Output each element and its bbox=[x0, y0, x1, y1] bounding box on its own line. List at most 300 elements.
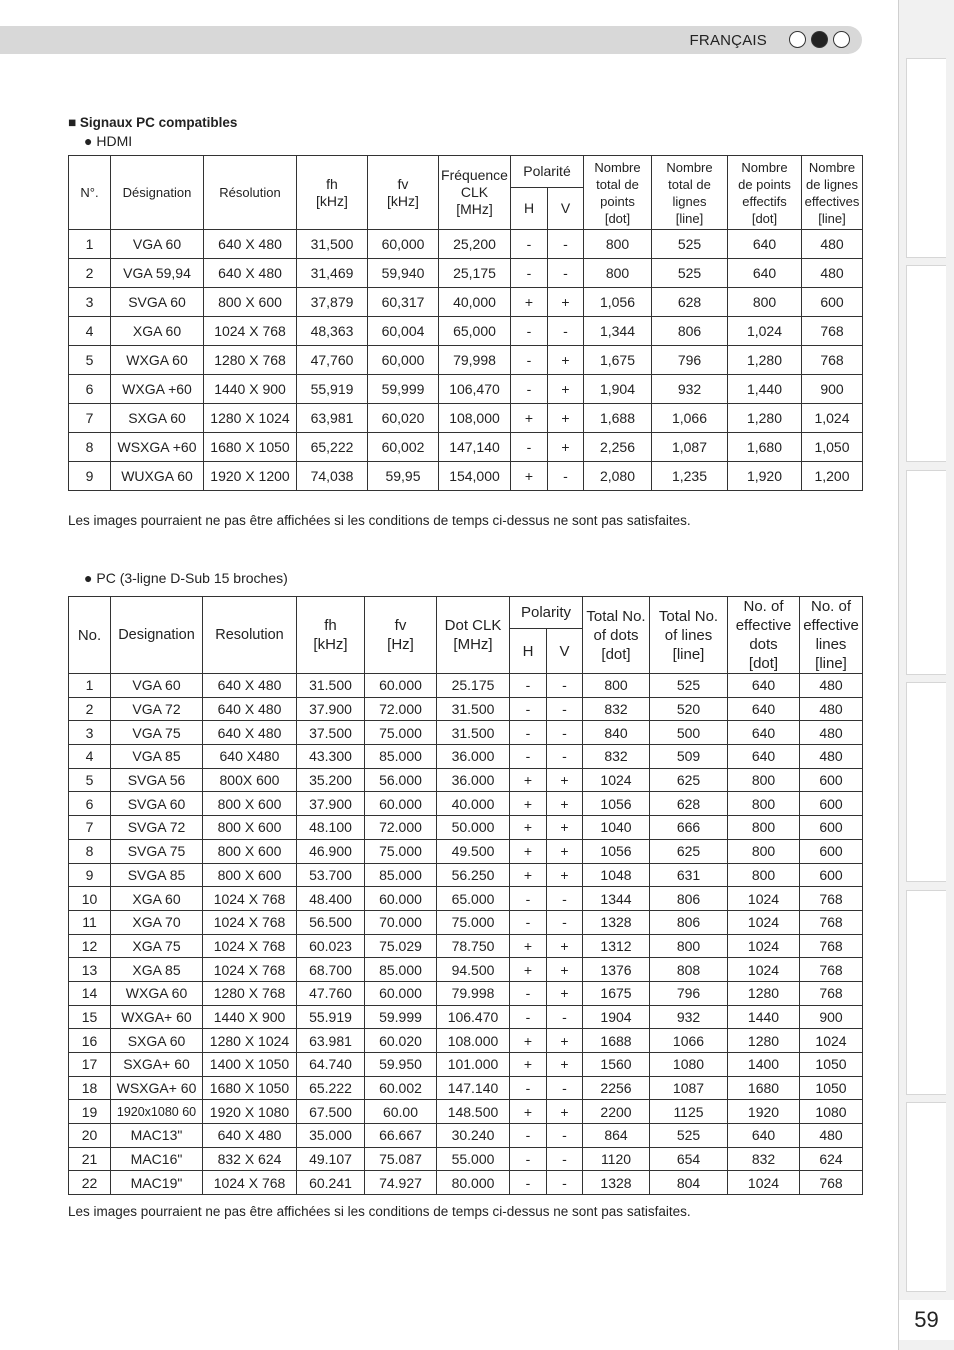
table-cell: 1120 bbox=[583, 1147, 650, 1171]
table-cell: XGA 75 bbox=[111, 934, 203, 958]
table-cell: + bbox=[548, 375, 584, 404]
table-cell: 1400 X 1050 bbox=[203, 1053, 297, 1077]
table-row bbox=[69, 1171, 863, 1195]
table-cell: 1400 bbox=[728, 1053, 800, 1077]
indicator-circle-icon bbox=[789, 31, 806, 48]
table-cell: 600 bbox=[800, 863, 863, 887]
table-cell: - bbox=[547, 697, 583, 721]
hdmi-label: ● HDMI bbox=[84, 133, 133, 149]
table-cell: 25.175 bbox=[437, 674, 510, 698]
chapter-tab bbox=[906, 58, 946, 258]
table-cell: 108.000 bbox=[437, 1029, 510, 1053]
table-cell: + bbox=[547, 958, 583, 982]
table-cell: 804 bbox=[650, 1171, 728, 1195]
table-cell: - bbox=[511, 433, 548, 462]
table-cell: 1920 X 1200 bbox=[204, 462, 297, 491]
table-cell: 59.999 bbox=[365, 1005, 437, 1029]
pc-label: ● PC (3-ligne D-Sub 15 broches) bbox=[84, 570, 288, 586]
table-cell: 64.740 bbox=[297, 1053, 365, 1077]
table-cell: 18 bbox=[69, 1076, 111, 1100]
chapter-tab bbox=[906, 1102, 946, 1292]
table-cell: 1,087 bbox=[652, 433, 728, 462]
table-cell: 1,235 bbox=[652, 462, 728, 491]
table-cell: 31.500 bbox=[297, 674, 365, 698]
table-cell: 1688 bbox=[583, 1029, 650, 1053]
table-cell: 640 bbox=[728, 697, 800, 721]
table-cell: 75.029 bbox=[365, 934, 437, 958]
table-cell: 1,440 bbox=[728, 375, 802, 404]
hdmi-signal-table bbox=[68, 155, 863, 491]
table-cell: 500 bbox=[650, 721, 728, 745]
table-row bbox=[69, 697, 863, 721]
table-cell: 37.500 bbox=[297, 721, 365, 745]
table-cell: 1 bbox=[69, 674, 111, 698]
table-cell: 49.107 bbox=[297, 1147, 365, 1171]
table-cell: 75.000 bbox=[365, 839, 437, 863]
table-row bbox=[69, 230, 863, 259]
table-cell: 78.750 bbox=[437, 934, 510, 958]
table-cell: 1440 bbox=[728, 1005, 800, 1029]
table-cell: WXGA 60 bbox=[111, 981, 203, 1005]
table-cell: 832 bbox=[728, 1147, 800, 1171]
table-cell: 1328 bbox=[583, 1171, 650, 1195]
table-cell: 1056 bbox=[583, 839, 650, 863]
table-cell: + bbox=[510, 792, 547, 816]
chapter-tab bbox=[906, 682, 946, 882]
table-cell: 65,000 bbox=[439, 317, 511, 346]
table-cell: 56.500 bbox=[297, 910, 365, 934]
table-cell: 768 bbox=[800, 910, 863, 934]
table-cell: 40,000 bbox=[439, 288, 511, 317]
table-cell: 800 bbox=[583, 674, 650, 698]
table-cell: 1050 bbox=[800, 1053, 863, 1077]
table-cell: 800X 600 bbox=[203, 768, 297, 792]
table-cell: 106,470 bbox=[439, 375, 511, 404]
table-cell: 2,256 bbox=[584, 433, 652, 462]
table-cell: 50.000 bbox=[437, 816, 510, 840]
table-cell: 75.087 bbox=[365, 1147, 437, 1171]
table-cell: 55.000 bbox=[437, 1147, 510, 1171]
col-effective-dots: Nombre de points effectifs [dot] bbox=[728, 156, 802, 230]
table-cell: 600 bbox=[800, 792, 863, 816]
table-cell: - bbox=[510, 910, 547, 934]
table-cell: 154,000 bbox=[439, 462, 511, 491]
table-cell: WUXGA 60 bbox=[111, 462, 204, 491]
table-cell: 1920 X 1080 bbox=[203, 1100, 297, 1124]
table-cell: + bbox=[510, 816, 547, 840]
table-cell: 800 bbox=[728, 768, 800, 792]
table-cell: 832 bbox=[583, 697, 650, 721]
table-cell: 800 bbox=[728, 839, 800, 863]
table-cell: 631 bbox=[650, 863, 728, 887]
table-cell: 1376 bbox=[583, 958, 650, 982]
table-cell: 832 bbox=[583, 745, 650, 769]
table-cell: 72.000 bbox=[365, 697, 437, 721]
table-cell: 1024 X 768 bbox=[203, 958, 297, 982]
table-cell: 768 bbox=[800, 934, 863, 958]
table-cell: - bbox=[510, 745, 547, 769]
table-cell: - bbox=[547, 887, 583, 911]
table-cell: - bbox=[547, 721, 583, 745]
table-cell: + bbox=[510, 863, 547, 887]
table-cell: - bbox=[547, 1147, 583, 1171]
table-cell: 864 bbox=[583, 1124, 650, 1148]
table-cell: 85.000 bbox=[365, 745, 437, 769]
table-cell: 796 bbox=[652, 346, 728, 375]
table-cell: 1024 X 768 bbox=[204, 317, 297, 346]
table-row bbox=[69, 288, 863, 317]
table-cell: SVGA 60 bbox=[111, 792, 203, 816]
table-cell: 48.100 bbox=[297, 816, 365, 840]
table-cell: + bbox=[510, 768, 547, 792]
table-cell: 31.500 bbox=[437, 697, 510, 721]
table-cell: 147,140 bbox=[439, 433, 511, 462]
table-cell: SVGA 60 bbox=[111, 288, 204, 317]
table-cell: 1024 bbox=[728, 934, 800, 958]
table-cell: 806 bbox=[650, 887, 728, 911]
table-cell: 74,038 bbox=[297, 462, 368, 491]
table-cell: 654 bbox=[650, 1147, 728, 1171]
table-cell: 840 bbox=[583, 721, 650, 745]
table-cell: 800 bbox=[584, 230, 652, 259]
table-cell: 22 bbox=[69, 1171, 111, 1195]
table-row bbox=[69, 1124, 863, 1148]
section-indicator bbox=[789, 31, 850, 48]
table-cell: - bbox=[511, 375, 548, 404]
table-row bbox=[69, 259, 863, 288]
table-cell: 70.000 bbox=[365, 910, 437, 934]
table-cell: SXGA+ 60 bbox=[111, 1053, 203, 1077]
table-cell: 7 bbox=[69, 816, 111, 840]
table-cell: 60.000 bbox=[365, 674, 437, 698]
table-row bbox=[69, 1076, 863, 1100]
table-cell: 932 bbox=[652, 375, 728, 404]
table-cell: 768 bbox=[800, 958, 863, 982]
table-cell: 48.400 bbox=[297, 887, 365, 911]
table-cell: SVGA 72 bbox=[111, 816, 203, 840]
table-cell: 2200 bbox=[583, 1100, 650, 1124]
table-cell: 808 bbox=[650, 958, 728, 982]
table-cell: 1040 bbox=[583, 816, 650, 840]
table-cell: 59,95 bbox=[368, 462, 439, 491]
table-cell: + bbox=[547, 816, 583, 840]
col-polarity-v: V bbox=[548, 188, 584, 230]
table-cell: 1,200 bbox=[802, 462, 863, 491]
table-cell: 60.000 bbox=[365, 887, 437, 911]
table-cell: 25,200 bbox=[439, 230, 511, 259]
table-row bbox=[69, 721, 863, 745]
table-cell: - bbox=[510, 697, 547, 721]
table-cell: 1,904 bbox=[584, 375, 652, 404]
table-cell: 60,020 bbox=[368, 404, 439, 433]
table-cell: + bbox=[547, 1100, 583, 1124]
table-cell: 480 bbox=[800, 1124, 863, 1148]
table-cell: 624 bbox=[800, 1147, 863, 1171]
table-cell: 59,999 bbox=[368, 375, 439, 404]
table-cell: 480 bbox=[802, 230, 863, 259]
table-cell: 63.981 bbox=[297, 1029, 365, 1053]
table-cell: 31,500 bbox=[297, 230, 368, 259]
table-cell: 1680 bbox=[728, 1076, 800, 1100]
table-cell: 37.900 bbox=[297, 792, 365, 816]
table-cell: + bbox=[547, 863, 583, 887]
table-cell: 11 bbox=[69, 910, 111, 934]
table-cell: 80.000 bbox=[437, 1171, 510, 1195]
table-cell: 1024 bbox=[800, 1029, 863, 1053]
table-cell: 1,024 bbox=[728, 317, 802, 346]
table-cell: 1,680 bbox=[728, 433, 802, 462]
table-cell: XGA 70 bbox=[111, 910, 203, 934]
table-cell: 800 bbox=[650, 934, 728, 958]
page-number: 59 bbox=[899, 1300, 954, 1340]
table-cell: 53.700 bbox=[297, 863, 365, 887]
table-cell: 148.500 bbox=[437, 1100, 510, 1124]
table-cell: 1 bbox=[69, 230, 111, 259]
table-cell: SVGA 75 bbox=[111, 839, 203, 863]
table-cell: 21 bbox=[69, 1147, 111, 1171]
table-cell: 1280 bbox=[728, 1029, 800, 1053]
table-cell: 1125 bbox=[650, 1100, 728, 1124]
table-cell: 768 bbox=[800, 981, 863, 1005]
col-fh: fh [kHz] bbox=[297, 156, 368, 230]
col-polarity-h: H bbox=[511, 188, 548, 230]
table-cell: 525 bbox=[652, 259, 728, 288]
table-cell: 60.023 bbox=[297, 934, 365, 958]
table-cell: - bbox=[510, 1171, 547, 1195]
table-cell: 75.000 bbox=[365, 721, 437, 745]
table-cell: - bbox=[510, 674, 547, 698]
table-cell: + bbox=[547, 1029, 583, 1053]
table-cell: 800 X 600 bbox=[203, 816, 297, 840]
table-cell: 520 bbox=[650, 697, 728, 721]
col-polarity-v: V bbox=[547, 629, 583, 674]
table-cell: - bbox=[510, 887, 547, 911]
table-cell: + bbox=[510, 958, 547, 982]
table-cell: - bbox=[511, 346, 548, 375]
table-cell: 800 bbox=[728, 288, 802, 317]
table-cell: 525 bbox=[650, 674, 728, 698]
pc-signal-table bbox=[68, 596, 863, 1195]
table-cell: 1904 bbox=[583, 1005, 650, 1029]
table-cell: 6 bbox=[69, 792, 111, 816]
table-cell: 1675 bbox=[583, 981, 650, 1005]
table-cell: + bbox=[547, 934, 583, 958]
table-cell: 640 bbox=[728, 259, 802, 288]
table-cell: 1280 bbox=[728, 981, 800, 1005]
table-cell: 666 bbox=[650, 816, 728, 840]
table-cell: 108,000 bbox=[439, 404, 511, 433]
col-resolution: Résolution bbox=[204, 156, 297, 230]
table-cell: 56.250 bbox=[437, 863, 510, 887]
table-cell: 1312 bbox=[583, 934, 650, 958]
table-cell: - bbox=[548, 462, 584, 491]
table-cell: 65,222 bbox=[297, 433, 368, 462]
table-cell: 800 bbox=[584, 259, 652, 288]
table-cell: 19 bbox=[69, 1100, 111, 1124]
hdmi-table-body bbox=[69, 230, 863, 491]
table-cell: 600 bbox=[800, 816, 863, 840]
table-cell: VGA 85 bbox=[111, 745, 203, 769]
table-cell: 932 bbox=[650, 1005, 728, 1029]
table-cell: 40.000 bbox=[437, 792, 510, 816]
table-cell: 17 bbox=[69, 1053, 111, 1077]
table-cell: 1,280 bbox=[728, 404, 802, 433]
table-cell: 640 bbox=[728, 1124, 800, 1148]
table-cell: SXGA 60 bbox=[111, 1029, 203, 1053]
table-cell: 60.00 bbox=[365, 1100, 437, 1124]
table-cell: 1087 bbox=[650, 1076, 728, 1100]
table-row bbox=[69, 745, 863, 769]
table-cell: XGA 60 bbox=[111, 317, 204, 346]
table-cell: 55,919 bbox=[297, 375, 368, 404]
table-cell: 509 bbox=[650, 745, 728, 769]
table-cell: 1920x1080 60 bbox=[111, 1100, 203, 1124]
table-cell: 36.000 bbox=[437, 745, 510, 769]
table-cell: 2,080 bbox=[584, 462, 652, 491]
table-cell: 800 bbox=[728, 816, 800, 840]
table-cell: 640 X 480 bbox=[204, 230, 297, 259]
table-cell: + bbox=[548, 404, 584, 433]
col-polarity: Polarité bbox=[511, 156, 584, 188]
table-cell: SVGA 85 bbox=[111, 863, 203, 887]
table-cell: 806 bbox=[650, 910, 728, 934]
table-cell: 8 bbox=[69, 433, 111, 462]
table-cell: XGA 85 bbox=[111, 958, 203, 982]
table-row bbox=[69, 839, 863, 863]
table-cell: - bbox=[510, 981, 547, 1005]
table-cell: + bbox=[510, 1029, 547, 1053]
table-cell: 1,280 bbox=[728, 346, 802, 375]
table-row bbox=[69, 1029, 863, 1053]
table-cell: 800 bbox=[728, 792, 800, 816]
table-cell: VGA 59,94 bbox=[111, 259, 204, 288]
table-cell: 79,998 bbox=[439, 346, 511, 375]
table-cell: 1,675 bbox=[584, 346, 652, 375]
table-cell: 1,066 bbox=[652, 404, 728, 433]
table-cell: 480 bbox=[800, 745, 863, 769]
table-cell: - bbox=[511, 259, 548, 288]
table-cell: 47.760 bbox=[297, 981, 365, 1005]
table-cell: + bbox=[510, 934, 547, 958]
table-cell: 2 bbox=[69, 259, 111, 288]
table-cell: 768 bbox=[800, 887, 863, 911]
table-cell: 74.927 bbox=[365, 1171, 437, 1195]
table-cell: 640 X 480 bbox=[203, 697, 297, 721]
header-bar bbox=[0, 26, 862, 54]
bullet-icon: ● bbox=[84, 570, 97, 586]
table-cell: 1,920 bbox=[728, 462, 802, 491]
table-cell: 60,004 bbox=[368, 317, 439, 346]
table-cell: - bbox=[511, 230, 548, 259]
table-cell: 2 bbox=[69, 697, 111, 721]
table-cell: 600 bbox=[800, 768, 863, 792]
col-fv: fv [kHz] bbox=[368, 156, 439, 230]
table-cell: 640 X 480 bbox=[204, 259, 297, 288]
table-cell: 59,940 bbox=[368, 259, 439, 288]
table-cell: 60.000 bbox=[365, 981, 437, 1005]
table-cell: + bbox=[510, 839, 547, 863]
table-cell: 60.020 bbox=[365, 1029, 437, 1053]
table-cell: - bbox=[548, 317, 584, 346]
table-cell: 35.000 bbox=[297, 1124, 365, 1148]
table-cell: XGA 60 bbox=[111, 887, 203, 911]
indicator-circle-icon bbox=[833, 31, 850, 48]
table-cell: 525 bbox=[650, 1124, 728, 1148]
table-cell: 48,363 bbox=[297, 317, 368, 346]
table-cell: 5 bbox=[69, 768, 111, 792]
table-cell: - bbox=[510, 1124, 547, 1148]
table-row bbox=[69, 462, 863, 491]
table-cell: WXGA+ 60 bbox=[111, 1005, 203, 1029]
table-cell: 1066 bbox=[650, 1029, 728, 1053]
table-cell: 37.900 bbox=[297, 697, 365, 721]
table-cell: 66.667 bbox=[365, 1124, 437, 1148]
table-row bbox=[69, 346, 863, 375]
col-clk: Dot CLK [MHz] bbox=[437, 597, 510, 674]
table-cell: 1440 X 900 bbox=[204, 375, 297, 404]
table-row bbox=[69, 816, 863, 840]
table-cell: 31,469 bbox=[297, 259, 368, 288]
table-cell: 60.241 bbox=[297, 1171, 365, 1195]
table-row bbox=[69, 1100, 863, 1124]
table-cell: + bbox=[510, 1100, 547, 1124]
table-cell: + bbox=[511, 288, 548, 317]
chapter-tab bbox=[906, 265, 946, 462]
table-cell: VGA 72 bbox=[111, 697, 203, 721]
table-cell: 101.000 bbox=[437, 1053, 510, 1077]
table-cell: 1280 X 1024 bbox=[204, 404, 297, 433]
table-cell: - bbox=[547, 1124, 583, 1148]
table-cell: 12 bbox=[69, 934, 111, 958]
table-cell: 1080 bbox=[800, 1100, 863, 1124]
table-cell: 1,050 bbox=[802, 433, 863, 462]
table-cell: 480 bbox=[802, 259, 863, 288]
table-cell: 14 bbox=[69, 981, 111, 1005]
table-cell: + bbox=[548, 346, 584, 375]
table-cell: 36.000 bbox=[437, 768, 510, 792]
table-cell: 46.900 bbox=[297, 839, 365, 863]
table-cell: - bbox=[510, 721, 547, 745]
table-cell: 768 bbox=[802, 317, 863, 346]
table-cell: VGA 60 bbox=[111, 230, 204, 259]
table-cell: WSXGA +60 bbox=[111, 433, 204, 462]
table-cell: 1280 X 768 bbox=[203, 981, 297, 1005]
col-total-dots: Nombre total de points [dot] bbox=[584, 156, 652, 230]
table-cell: 640 X 480 bbox=[203, 674, 297, 698]
language-label: FRANÇAIS bbox=[689, 32, 767, 49]
table-cell: 628 bbox=[652, 288, 728, 317]
table-cell: 1440 X 900 bbox=[203, 1005, 297, 1029]
table-cell: - bbox=[548, 259, 584, 288]
table-cell: 640 X 480 bbox=[203, 1124, 297, 1148]
table-cell: 1280 X 768 bbox=[204, 346, 297, 375]
table-cell: + bbox=[548, 288, 584, 317]
table-cell: 16 bbox=[69, 1029, 111, 1053]
table-cell: WXGA +60 bbox=[111, 375, 204, 404]
table-cell: 625 bbox=[650, 839, 728, 863]
table-cell: 640 X480 bbox=[203, 745, 297, 769]
col-effective-dots: No. of effective dots [dot] bbox=[728, 597, 800, 674]
table-cell: WSXGA+ 60 bbox=[111, 1076, 203, 1100]
table-cell: 60.000 bbox=[365, 792, 437, 816]
pc-table-body bbox=[69, 674, 863, 1195]
table-cell: 625 bbox=[650, 768, 728, 792]
table-cell: 1344 bbox=[583, 887, 650, 911]
table-cell: 72.000 bbox=[365, 816, 437, 840]
table-cell: 480 bbox=[800, 697, 863, 721]
table-cell: 49.500 bbox=[437, 839, 510, 863]
col-fh: fh [kHz] bbox=[297, 597, 365, 674]
